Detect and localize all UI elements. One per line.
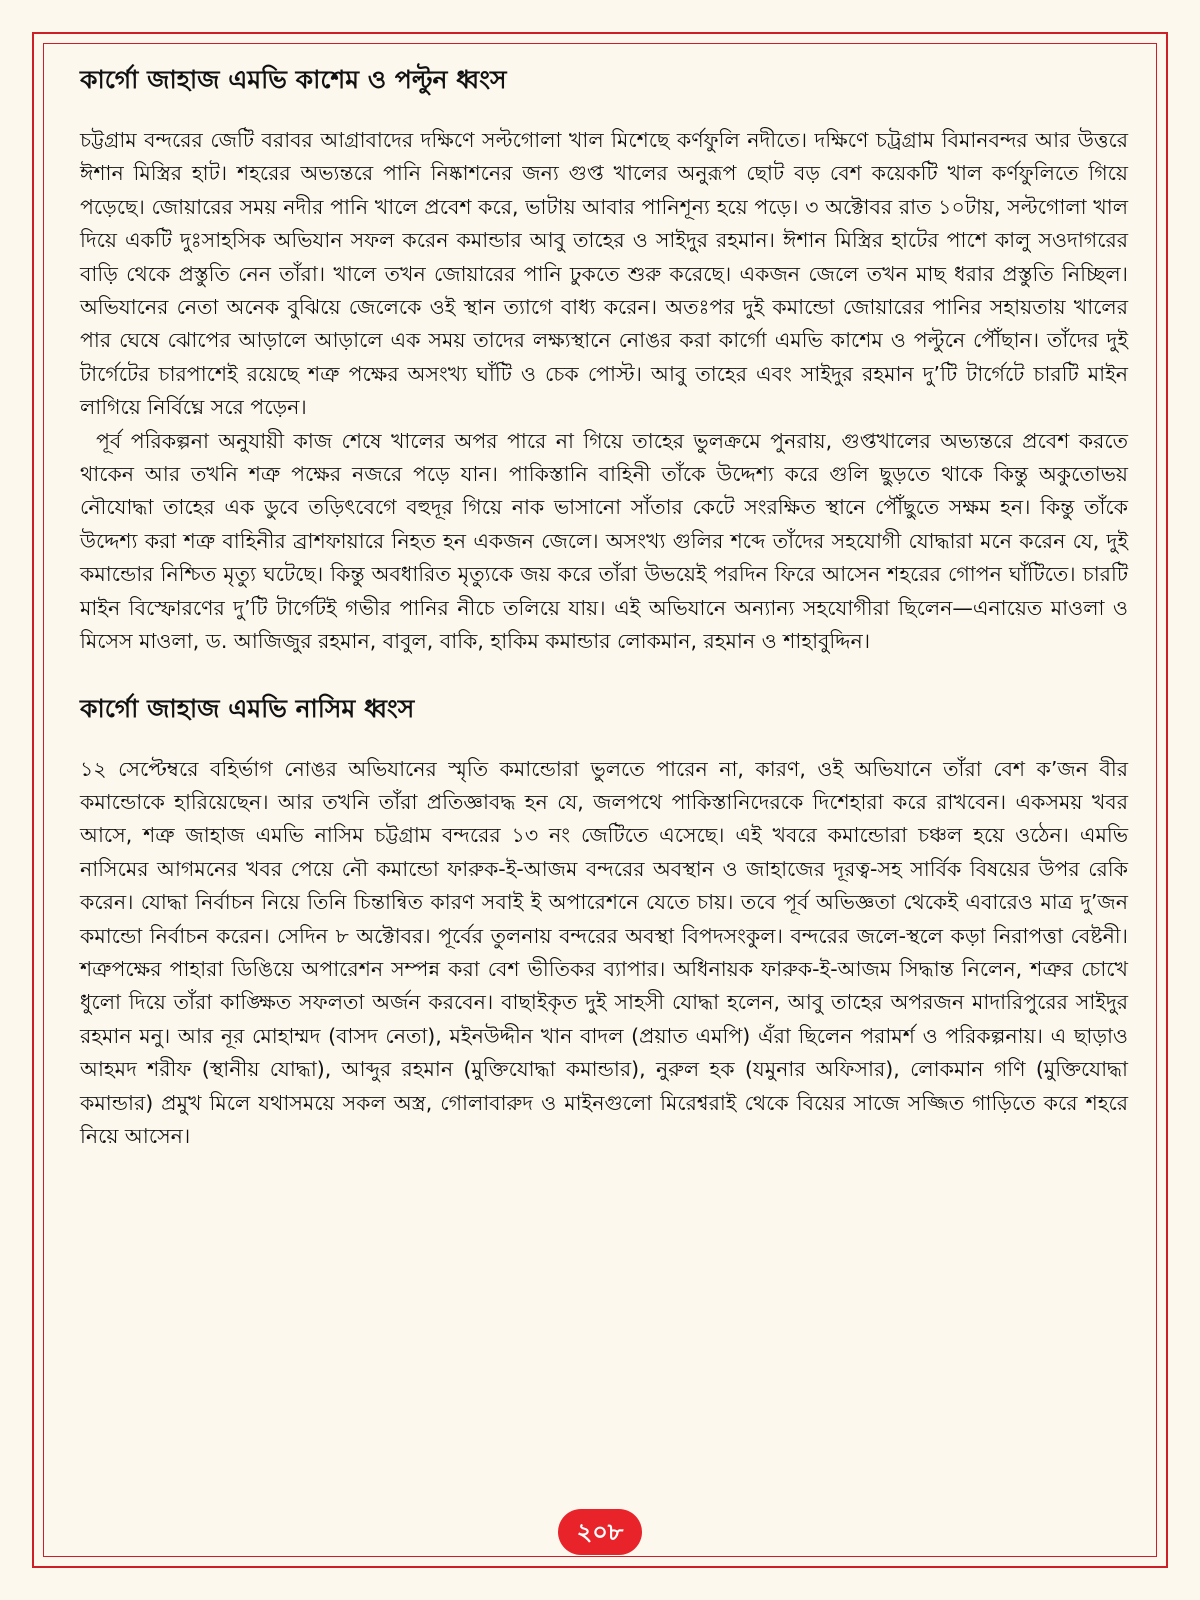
paragraph-kashem-1: চট্টগ্রাম বন্দরের জেটি বরাবর আগ্রাবাদের দক্ষিণে সল্টগোলা খাল মিশেছে কর্ণফুলি নদীতে। দক্ষিণে চট্রগ্রাম বিমানবন্দর আর উত্তরে ঈশান মিস্ত্রির হাট। শহরের অভ্যন্তরে পানি নিষ্কাশনের জন্য গুপ্ত খালের অনুরূপ ছোট বড় বেশ কয়েকটি খাল কর্ণফুলিতে গিয়ে পড়েছে। জোয়ারের সময় নদীর পানি খালে প্রবেশ করে, ভাটায় আবার পানিশূন্য হয়ে পড়ে। ৩ অক্টোবর রাত ১০টায়, সল্টগোলা খাল দিয়ে একটি দুঃসাহসিক অভিযান সফল করেন কমান্ডার আবু তাহের ও সাইদুর রহমান। ঈশান মিস্ত্রির হাটের পাশে কালু সওদাগরের বাড়ি থেকে প্রস্তুতি নেন তাঁরা। খালে তখন জোয়ারের পানি ঢুকতে শুরু করেছে। একজন জেলে তখন মাছ ধরার প্রস্তুতি নিচ্ছিল। অভিযানের নেতা অনেক বুঝিয়ে জেলেকে ওই স্থান ত্যাগে বাধ্য করেন। অতঃপর দুই কমান্ডো জোয়ারের পানির সহায়তায় খালের পার ঘেষে ঝোপের আড়ালে আড়ালে এক সময় তাদের লক্ষ্যস্থানে নোঙর করা কার্গো এমভি কাশেম ও পল্টুনে পৌঁছান। তাঁদের দুই টার্গেটের চারপাশেই রয়েছে শত্রু পক্ষের অসংখ্য ঘাঁটি ও চেক পোস্ট। আবু তাহের এবং সাইদুর রহমান দু’টি টার্গেটে চারটি মাইন লাগিয়ে নির্বিঘ্নে সরে পড়েন। [80, 128, 1128, 420]
section-heading-nasim: কার্গো জাহাজ এমভি নাসিম ধ্বংস [80, 693, 415, 723]
section-heading-kashem: কার্গো জাহাজ এমভি কাশেম ও পল্টুন ধ্বংস [80, 65, 507, 94]
article-body [80, 60, 1128, 1153]
page-number-badge: ২০৮ [558, 1509, 642, 1555]
paragraph-kashem-2: পূর্ব পরিকল্পনা অনুযায়ী কাজ শেষে খালের অপর পারে না গিয়ে তাহের ভুলক্রমে পুনরায়, গুপ্তখালের অভ্যন্তরে প্রবেশ করতে থাকেন আর তখনি শত্রু পক্ষের নজরে পড়ে যান। পাকিস্তানি বাহিনী তাঁকে উদ্দেশ্য করে গুলি ছুড়তে থাকে কিন্তু অকুতোভয় নৌযোদ্ধা তাহের এক ডুবে তড়িৎবেগে বহুদূর গিয়ে নাক ভাসানো সাঁতার কেটে সংরক্ষিত স্থানে পৌঁছুতে সক্ষম হন। কিন্তু তাঁকে উদ্দেশ্য করা শত্রু বাহিনীর ব্রাশফায়ারে নিহত হন একজন জেলে। অসংখ্য গুলির শব্দে তাঁদের সহযোগী যোদ্ধারা মনে করেন যে, দুই কমান্ডোর নিশ্চিত মৃত্যু ঘটেছে। কিন্তু অবধারিত মৃত্যুকে জয় করে তাঁরা উভয়েই পরদিন ফিরে আসেন শহরের গোপন ঘাঁটিতে। চারটি মাইন বিস্ফোরণের দু’টি টার্গেটই গভীর পানির নীচে তলিয়ে যায়। এই অভিযানে অন্যান্য সহযোগীরা ছিলেন—এনায়েত মাওলা ও মিসেস মাওলা, ড. আজিজুর রহমান, বাবুল, বাকি, হাকিম কমান্ডার লোকমান, রহমান ও শাহাবুদ্দিন। [80, 428, 1128, 654]
paragraph-nasim-1: ১২ সেপ্টেম্বরে বহির্ভাগ নোঙর অভিযানের স্মৃতি কমান্ডোরা ভুলতে পারেন না, কারণ, ওই অভিযানে তাঁরা বেশ ক’জন বীর কমান্ডোকে হারিয়েছেন। আর তখনি তাঁরা প্রতিজ্ঞাবদ্ধ হন যে, জলপথে পাকিস্তানিদেরকে দিশেহারা করে রাখবেন। একসময় খবর আসে, শত্রু জাহাজ এমভি নাসিম চট্টগ্রাম বন্দরের ১৩ নং জেটিতে এসেছে। এই খবরে কমান্ডোরা চঞ্চল হয়ে ওঠেন। এমভি নাসিমের আগমনের খবর পেয়ে নৌ কমান্ডো ফারুক-ই-আজম বন্দরের অবস্থান ও জাহাজের দূরত্ব-সহ সার্বিক বিষয়ের উপর রেকি করেন। যোদ্ধা নির্বাচন নিয়ে তিনি চিন্তান্বিত কারণ সবাই ই অপারেশনে যেতে চায়। তবে পূর্ব অভিজ্ঞতা থেকেই এবারেও মাত্র দু’জন কমান্ডো নির্বাচন করেন। সেদিন ৮ অক্টোবর। পূর্বের তুলনায় বন্দরের অবস্থা বিপদসংকুল। বন্দরের জলে-স্থলে কড়া নিরাপত্তা বেষ্টনী। শত্রুপক্ষের পাহারা ডিঙিয়ে অপারেশন সম্পন্ন করা বেশ ভীতিকর ব্যাপার। অধিনায়ক ফারুক-ই-আজম সিদ্ধান্ত নিলেন, শত্রুর চোখে ধুলো দিয়ে তাঁরা কাঙ্ক্ষিত সফলতা অর্জন করবেন। বাছাইকৃত দুই সাহসী যোদ্ধা হলেন, আবু তাহের অপরজন মাদারিপুরের সাইদুর রহমান মনু। আর নূর মোহাম্মদ (বাসদ নেতা), মইনউদ্দীন খান বাদল (প্রয়াত এমপি) এঁরা ছিলেন পরামর্শ ও পরিকল্পনায়। এ ছাড়াও আহমদ শরীফ (স্থানীয় যোদ্ধা), আব্দুর রহমান (মুক্তিযোদ্ধা কমান্ডার), নুরুল হক (যমুনার অফিসার), লোকমান গণি (মুক্তিযোদ্ধা কমান্ডার) প্রমুখ মিলে যথাসময়ে সকল অস্ত্র, গোলাবারুদ ও মাইনগুলো মিরেশ্বরাই থেকে বিয়ের সাজে সজ্জিত গাড়িতে করে শহরে নিয়ে আসেন। [80, 756, 1128, 1148]
